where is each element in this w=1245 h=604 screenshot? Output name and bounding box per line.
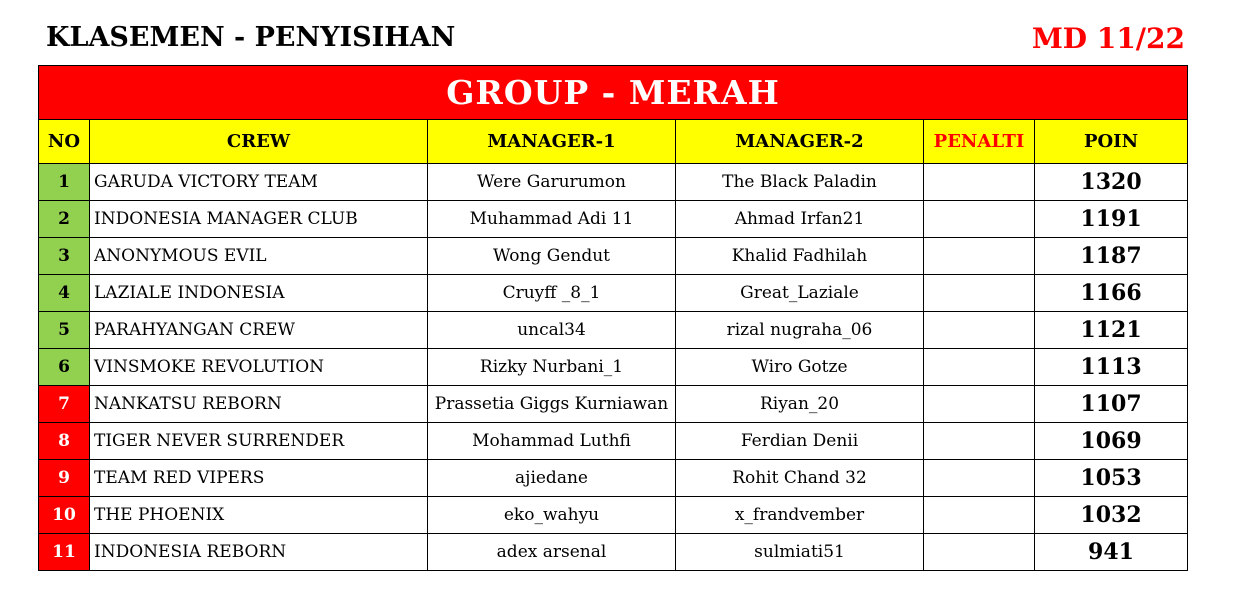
table-row [39,164,1188,201]
manager-1-cell: Prassetia Giggs Kurniawan [428,386,676,423]
manager-2-cell: The Black Paladin [676,164,924,201]
column-header-points: POIN [1035,120,1188,164]
points-cell: 1032 [1035,497,1188,534]
points-cell: 1053 [1035,460,1188,497]
manager-2-cell: sulmiati51 [676,534,924,571]
rank-cell: 8 [39,423,90,460]
rank-cell: 10 [39,497,90,534]
column-header-penalty: PENALTI [924,120,1035,164]
manager-1-cell: Muhammad Adi 11 [428,201,676,238]
standings-body [39,164,1188,571]
table-row [39,386,1188,423]
manager-2-cell: Riyan_20 [676,386,924,423]
manager-2-cell: Rohit Chand 32 [676,460,924,497]
crew-cell: TIGER NEVER SURRENDER [90,423,428,460]
penalty-cell [924,201,1035,238]
crew-cell: TEAM RED VIPERS [90,460,428,497]
rank-cell: 3 [39,238,90,275]
group-banner: GROUP - MERAH [39,66,1188,120]
manager-1-cell: Were Garurumon [428,164,676,201]
manager-2-cell: Ahmad Irfan21 [676,201,924,238]
manager-1-cell: adex arsenal [428,534,676,571]
manager-1-cell: Rizky Nurbani_1 [428,349,676,386]
points-cell: 1113 [1035,349,1188,386]
penalty-cell [924,312,1035,349]
penalty-cell [924,534,1035,571]
points-cell: 1166 [1035,275,1188,312]
rank-cell: 6 [39,349,90,386]
crew-cell: LAZIALE INDONESIA [90,275,428,312]
manager-1-cell: Wong Gendut [428,238,676,275]
column-header-crew: CREW [90,120,428,164]
penalty-cell [924,349,1035,386]
table-row [39,238,1188,275]
crew-cell: VINSMOKE REVOLUTION [90,349,428,386]
standings-table [38,65,1188,571]
matchday-label: MD 11/22 [1031,22,1185,55]
column-header-row [39,120,1188,164]
table-row [39,423,1188,460]
manager-2-cell: Great_Laziale [676,275,924,312]
manager-2-cell: Ferdian Denii [676,423,924,460]
points-cell: 1191 [1035,201,1188,238]
points-cell: 1187 [1035,238,1188,275]
column-header-no: NO [39,120,90,164]
points-cell: 1121 [1035,312,1188,349]
points-cell: 941 [1035,534,1188,571]
table-row [39,534,1188,571]
rank-cell: 9 [39,460,90,497]
table-row [39,349,1188,386]
crew-cell: THE PHOENIX [90,497,428,534]
crew-cell: GARUDA VICTORY TEAM [90,164,428,201]
manager-1-cell: uncal34 [428,312,676,349]
penalty-cell [924,460,1035,497]
rank-cell: 5 [39,312,90,349]
manager-1-cell: Mohammad Luthfi [428,423,676,460]
table-row [39,275,1188,312]
crew-cell: INDONESIA MANAGER CLUB [90,201,428,238]
penalty-cell [924,238,1035,275]
rank-cell: 1 [39,164,90,201]
points-cell: 1107 [1035,386,1188,423]
manager-2-cell: rizal nugraha_06 [676,312,924,349]
rank-cell: 7 [39,386,90,423]
rank-cell: 11 [39,534,90,571]
penalty-cell [924,164,1035,201]
manager-1-cell: Cruyff _8_1 [428,275,676,312]
column-header-manager-1: MANAGER-1 [428,120,676,164]
rank-cell: 2 [39,201,90,238]
manager-2-cell: x_frandvember [676,497,924,534]
table-row [39,201,1188,238]
page-title: KLASEMEN - PENYISIHAN [46,22,456,53]
manager-2-cell: Khalid Fadhilah [676,238,924,275]
table-row [39,312,1188,349]
penalty-cell [924,275,1035,312]
manager-1-cell: ajiedane [428,460,676,497]
table-row [39,497,1188,534]
crew-cell: PARAHYANGAN CREW [90,312,428,349]
points-cell: 1069 [1035,423,1188,460]
crew-cell: ANONYMOUS EVIL [90,238,428,275]
penalty-cell [924,423,1035,460]
crew-cell: INDONESIA REBORN [90,534,428,571]
crew-cell: NANKATSU REBORN [90,386,428,423]
rank-cell: 4 [39,275,90,312]
points-cell: 1320 [1035,164,1188,201]
manager-2-cell: Wiro Gotze [676,349,924,386]
manager-1-cell: eko_wahyu [428,497,676,534]
penalty-cell [924,497,1035,534]
penalty-cell [924,386,1035,423]
table-row [39,460,1188,497]
column-header-manager-2: MANAGER-2 [676,120,924,164]
